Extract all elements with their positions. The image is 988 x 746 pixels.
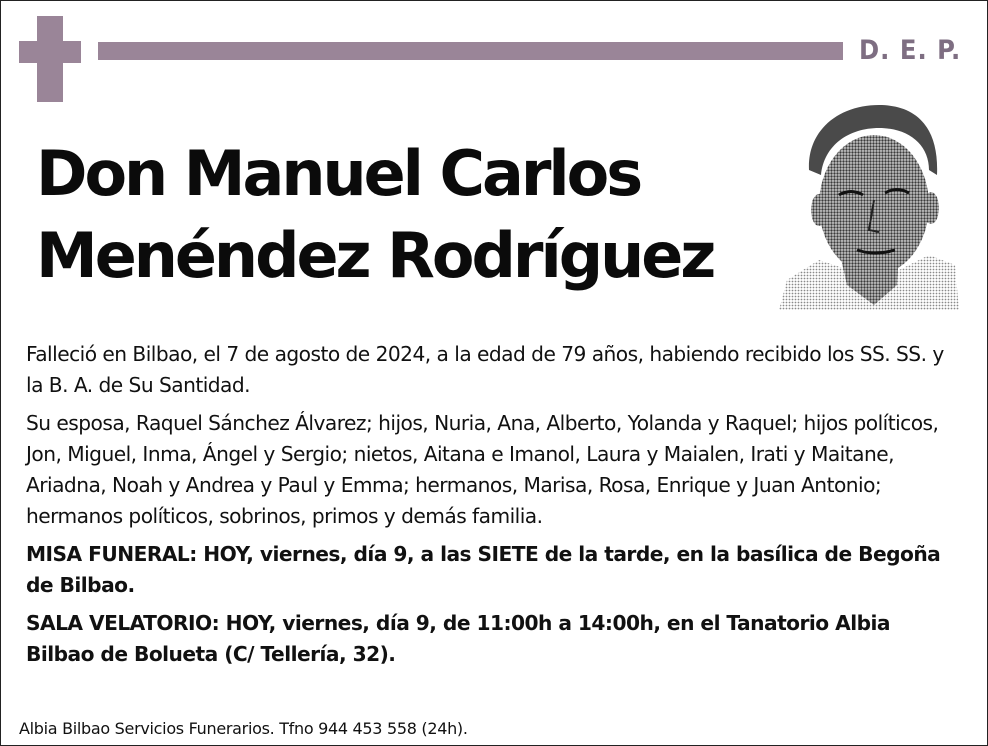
death-paragraph: Falleció en Bilbao, el 7 de agosto de 2024, a la edad de 79 años, habiendo recibido los SS. SS. y la B. A. de Su Santidad. xyxy=(26,342,944,397)
funeral-paragraph: MISA FUNERAL: HOY, viernes, día 9, a las SIETE de la tarde, en la basílica de Begoña de Bilbao. xyxy=(26,542,941,597)
header-rule xyxy=(98,42,843,60)
dep-label: D. E. P. xyxy=(859,35,962,66)
obituary-body xyxy=(26,339,957,677)
name-line-1: Don Manuel Carlos xyxy=(36,137,641,210)
name-line-2: Menéndez Rodríguez xyxy=(36,219,714,292)
portrait-photo xyxy=(779,100,959,310)
family-paragraph: Su esposa, Raquel Sánchez Álvarez; hijos, Nuria, Ana, Alberto, Yolanda y Raquel; hijos políticos, Jon, Miguel, Inma, Ángel y Sergio; nietos, Aitana e Imanol, Laura y Maialen, Irati y Maitane, Ariadna, Noah y Andrea y Paul y Emma; hermanos, Marisa, Rosa, Enrique y Juan Antonio; hermanos políticos, sobrinos, primos y demás familia. xyxy=(26,411,939,528)
footer-contact: Albia Bilbao Servicios Funerarios. Tfno 944 453 558 (24h). xyxy=(19,719,468,738)
wake-paragraph: SALA VELATORIO: HOY, viernes, día 9, de 11:00h a 14:00h, en el Tanatorio Albia Bilbao de Bolueta (C/ Tellería, 32). xyxy=(26,611,890,666)
deceased-name xyxy=(36,133,776,297)
